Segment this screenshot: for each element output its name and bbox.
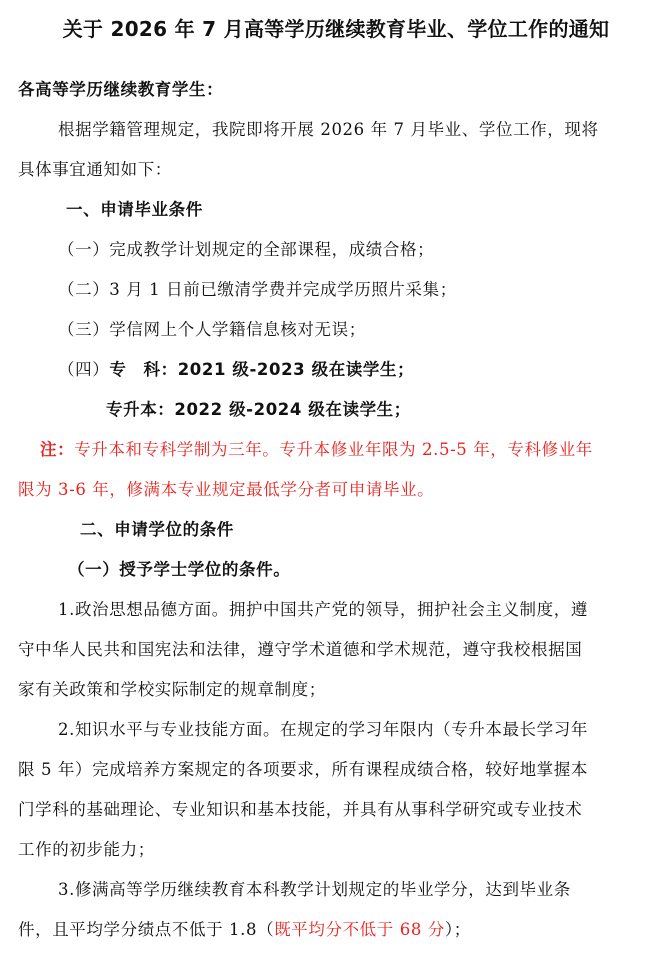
condition-item-4-upgrade: 专升本：2022 级-2024 级在读学生； [106,400,411,419]
degree-subheading: （一）授予学士学位的条件。 [68,560,291,579]
note-text-1: 专升本和专科学制为三年。专升本修业年限为 2.5-5 年，专科修业年 [74,440,593,459]
degree-para-3-text-a: 件，且平均学分绩点不低于 1.8（ [18,920,275,939]
degree-para-3-line-1: 3.修满高等学历继续教育本科教学计划规定的毕业学分，达到毕业条 [58,880,571,899]
degree-para-2-line-3: 门学科的基础理论、专业知识和基本技能，并具有从事科学研究或专业技术 [18,800,583,819]
note-label: 注： [40,440,75,459]
section-1-heading: 一、申请毕业条件 [66,200,203,219]
condition-item-1: （一）完成教学计划规定的全部课程，成绩合格； [58,240,435,259]
condition-item-4-prefix: （四） [58,360,110,379]
notice-title: 关于 2026 年 7 月高等学历继续教育毕业、学位工作的通知 [62,17,610,41]
salutation: 各高等学历继续教育学生： [18,80,224,99]
average-score-note: 既平均分不低于 68 分 [274,920,445,939]
degree-para-2-line-4: 工作的初步能力； [18,840,155,859]
degree-para-2-line-2: 限 5 年）完成培养方案规定的各项要求，所有课程成绩合格，较好地掌握本 [18,760,588,779]
degree-para-1-line-3: 家有关政策和学校实际制定的规章制度； [18,680,326,699]
section-2-heading: 二、申请学位的条件 [80,520,234,539]
intro-line-1: 根据学籍管理规定，我院即将开展 2026 年 7 月毕业、学位工作，现将 [58,120,599,139]
degree-para-1-line-1: 1.政治思想品德方面。拥护中国共产党的领导，拥护社会主义制度，遵 [58,600,588,619]
condition-item-2: （二）3 月 1 日前已缴清学费并完成学历照片采集； [58,280,457,299]
condition-item-3: （三）学信网上个人学籍信息核对无误； [58,320,366,339]
note-line-2: 限为 3-6 年，修满本专业规定最低学分者可申请毕业。 [18,480,435,499]
degree-para-2-line-1: 2.知识水平与专业技能方面。在规定的学习年限内（专升本最长学习年 [58,720,588,739]
intro-line-2: 具体事宜通知如下： [18,160,172,179]
condition-item-4 [58,358,672,382]
note-line-1 [40,438,672,462]
condition-item-4-college: 专 科：2021 级-2023 级在读学生； [109,360,415,379]
degree-para-3-text-b: ）； [444,920,471,939]
degree-para-3-line-2 [18,918,672,942]
degree-para-1-line-2: 守中华人民共和国宪法和法律，遵守学术道德和学术规范，遵守我校根据国 [18,640,583,659]
